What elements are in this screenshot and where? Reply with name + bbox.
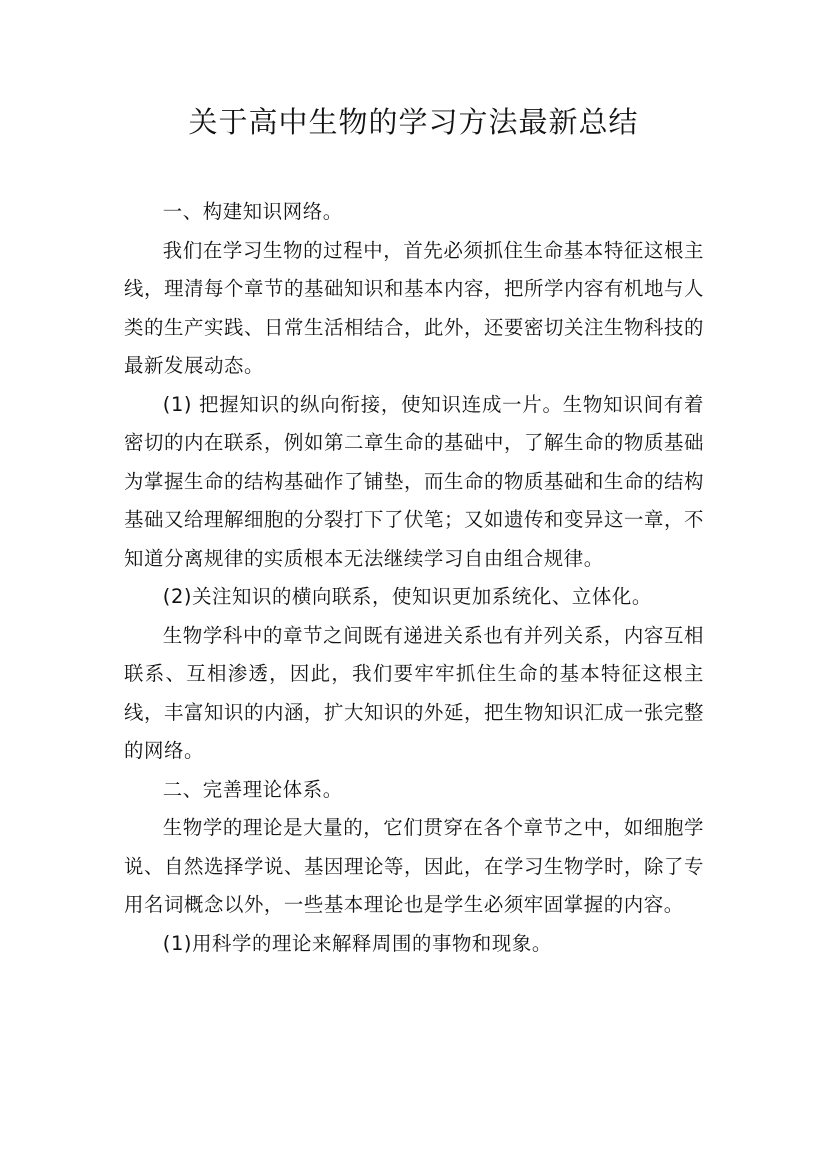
document-body (124, 193, 704, 963)
paragraph-point-1: (1) 把握知识的纵向衔接，使知识连成一片。生物知识间有着密切的内在联系，例如第二章生命的基础中，了解生命的物质基础为掌握生命的结构基础作了铺垫，而生命的物质基础和生命的结构基础又给理解细胞的分裂打下了伏笔；又如遗传和变异这一章，不知道分离规律的实质根本无法继续学习自由组合规律。 (124, 392, 704, 570)
paragraph-theory: 生物学的理论是大量的，它们贯穿在各个章节之中，如细胞学说、自然选择学说、基因理论等，因此，在学习生物学时，除了专用名词概念以外，一些基本理论也是学生必须牢固掌握的内容。 (124, 816, 704, 916)
paragraph-theory-point-1: (1)用科学的理论来解释周围的事物和现象。 (162, 931, 552, 955)
paragraph-point-2: (2)关注知识的横向联系，使知识更加系统化、立体化。 (162, 585, 652, 608)
paragraph-intro: 我们在学习生物的过程中，首先必须抓住生命基本特征这根主线，理清每个章节的基础知识和基本内容，把所学内容有机地与人类的生产实践、日常生活相结合，此外，还要密切关注生物科技的最新发展动态。 (124, 238, 704, 377)
section-heading-1: 一、构建知识网络。 (162, 200, 343, 223)
section-heading-2: 二、完善理论体系。 (162, 777, 343, 801)
document-title: 关于高中生物的学习方法最新总结 (188, 105, 639, 139)
paragraph-chapters: 生物学科中的章节之间既有递进关系也有并列关系，内容互相联系、互相渗透，因此，我们要牢牢抓住生命的基本特征这根主线，丰富知识的内涵，扩大知识的外延，把生物知识汇成一张完整的网络。 (124, 623, 704, 762)
